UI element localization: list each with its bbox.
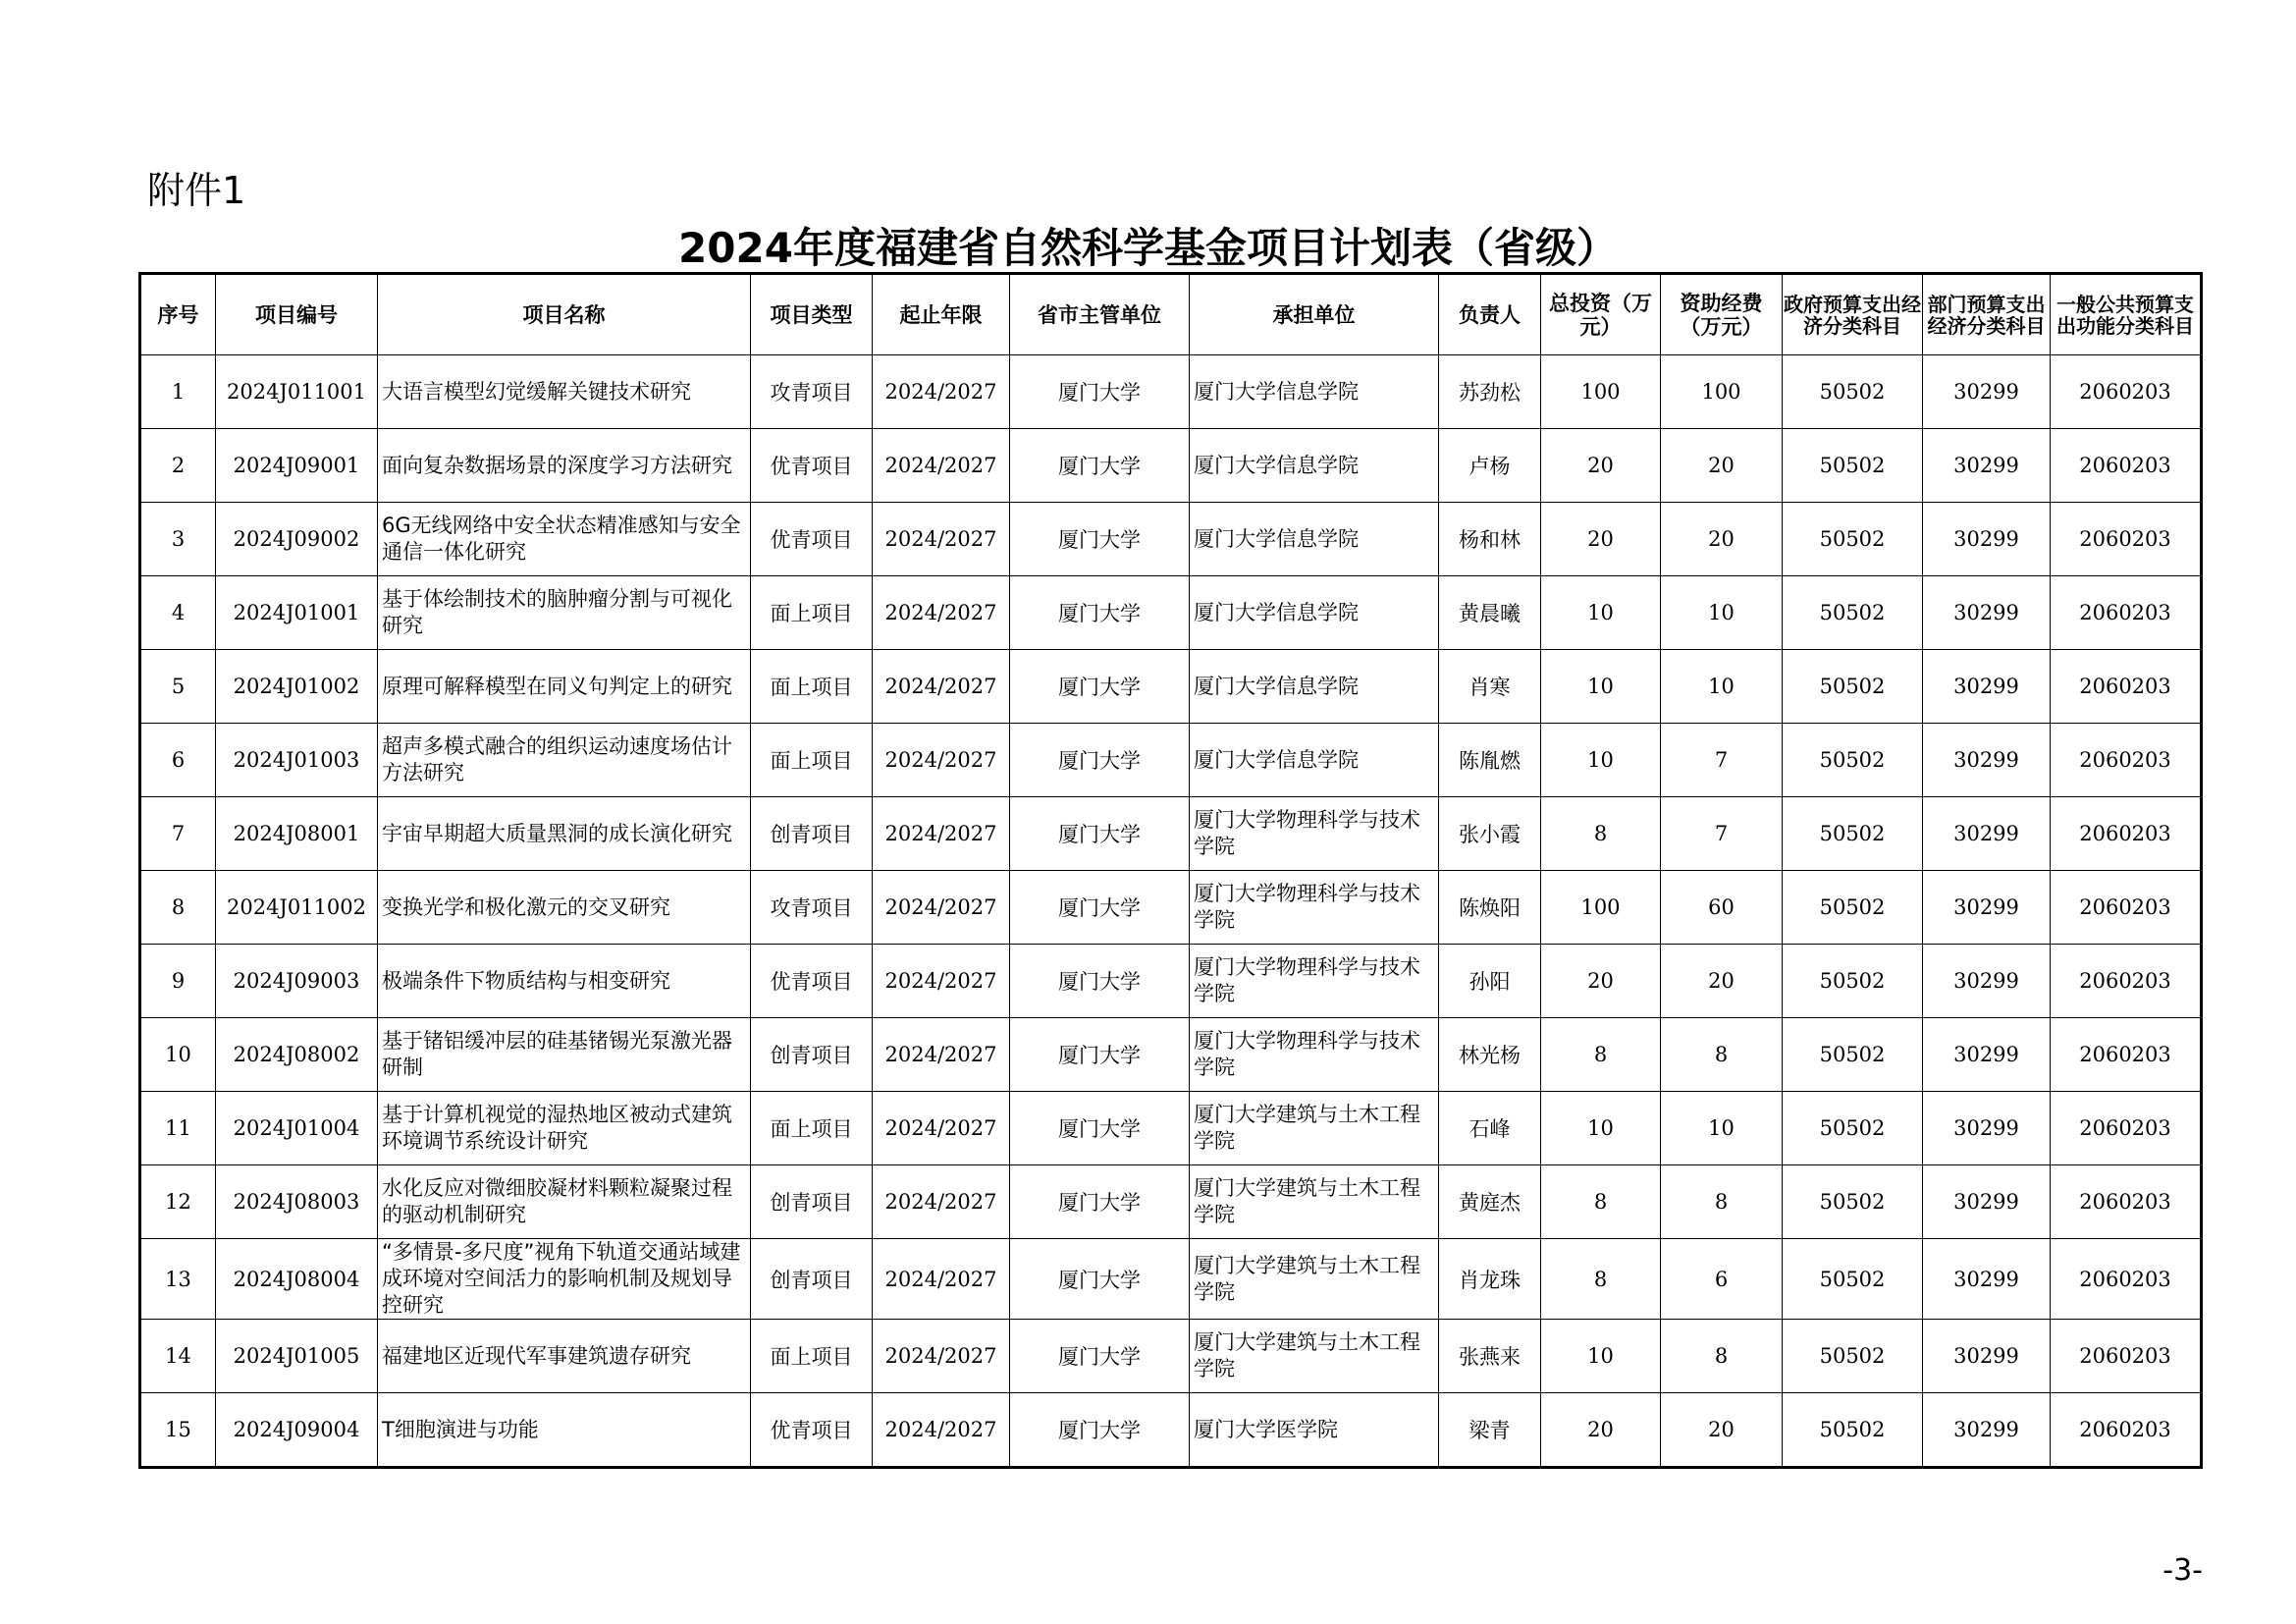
cell-leader: 孙阳 xyxy=(1439,945,1541,1018)
table-row xyxy=(140,1165,2202,1239)
cell-total-investment: 10 xyxy=(1541,724,1661,797)
cell-leader: 张燕来 xyxy=(1439,1320,1541,1393)
cell-project-name: 宇宙早期超大质量黑洞的成长演化研究 xyxy=(378,797,751,871)
cell-funding: 6 xyxy=(1661,1239,1783,1320)
cell-project-name: 福建地区近现代军事建筑遗存研究 xyxy=(378,1320,751,1393)
cell-project-id: 2024J011001 xyxy=(216,355,378,429)
cell-project-name: 变换光学和极化激元的交叉研究 xyxy=(378,871,751,945)
cell-funding: 10 xyxy=(1661,1092,1783,1165)
header-public-budget-code: 一般公共预算支出功能分类科目 xyxy=(2051,274,2202,355)
cell-project-type: 优青项目 xyxy=(751,1393,873,1468)
cell-public-budget-code: 2060203 xyxy=(2051,503,2202,576)
cell-project-name: 基于体绘制技术的脑肿瘤分割与可视化研究 xyxy=(378,576,751,650)
cell-total-investment: 8 xyxy=(1541,1018,1661,1092)
cell-host-unit: 厦门大学医学院 xyxy=(1190,1393,1439,1468)
cell-host-unit: 厦门大学信息学院 xyxy=(1190,503,1439,576)
cell-seq: 6 xyxy=(140,724,216,797)
cell-project-type: 创青项目 xyxy=(751,797,873,871)
cell-project-name: 水化反应对微细胶凝材料颗粒凝聚过程的驱动机制研究 xyxy=(378,1165,751,1239)
cell-project-type: 优青项目 xyxy=(751,945,873,1018)
cell-project-name: T细胞演进与功能 xyxy=(378,1393,751,1468)
cell-dept-budget-code: 30299 xyxy=(1923,1320,2051,1393)
cell-host-unit: 厦门大学建筑与土木工程学院 xyxy=(1190,1092,1439,1165)
cell-period: 2024/2027 xyxy=(873,650,1010,724)
cell-dept-budget-code: 30299 xyxy=(1923,1165,2051,1239)
cell-leader: 苏劲松 xyxy=(1439,355,1541,429)
cell-host-unit: 厦门大学信息学院 xyxy=(1190,429,1439,503)
cell-funding: 8 xyxy=(1661,1165,1783,1239)
cell-host-unit: 厦门大学建筑与土木工程学院 xyxy=(1190,1165,1439,1239)
page-number: -3- xyxy=(2163,1553,2203,1588)
page-title: 2024年度福建省自然科学基金项目计划表（省级） xyxy=(678,224,1618,272)
cell-total-investment: 100 xyxy=(1541,871,1661,945)
cell-supervising-unit: 厦门大学 xyxy=(1010,945,1190,1018)
cell-gov-budget-code: 50502 xyxy=(1783,1239,1923,1320)
cell-funding: 8 xyxy=(1661,1018,1783,1092)
cell-supervising-unit: 厦门大学 xyxy=(1010,1165,1190,1239)
cell-supervising-unit: 厦门大学 xyxy=(1010,797,1190,871)
cell-total-investment: 10 xyxy=(1541,1092,1661,1165)
table-row xyxy=(140,1393,2202,1468)
cell-project-id: 2024J08003 xyxy=(216,1165,378,1239)
cell-seq: 14 xyxy=(140,1320,216,1393)
table-row xyxy=(140,1320,2202,1393)
cell-gov-budget-code: 50502 xyxy=(1783,797,1923,871)
cell-project-id: 2024J09003 xyxy=(216,945,378,1018)
cell-host-unit: 厦门大学建筑与土木工程学院 xyxy=(1190,1320,1439,1393)
cell-funding: 20 xyxy=(1661,1393,1783,1468)
cell-total-investment: 20 xyxy=(1541,429,1661,503)
cell-total-investment: 8 xyxy=(1541,1165,1661,1239)
cell-dept-budget-code: 30299 xyxy=(1923,871,2051,945)
cell-project-type: 创青项目 xyxy=(751,1165,873,1239)
cell-project-id: 2024J09002 xyxy=(216,503,378,576)
header-seq: 序号 xyxy=(140,274,216,355)
cell-dept-budget-code: 30299 xyxy=(1923,503,2051,576)
cell-gov-budget-code: 50502 xyxy=(1783,355,1923,429)
cell-supervising-unit: 厦门大学 xyxy=(1010,650,1190,724)
cell-funding: 10 xyxy=(1661,576,1783,650)
cell-project-name: “多情景-多尺度”视角下轨道交通站域建成环境对空间活力的影响机制及规划导控研究 xyxy=(378,1239,751,1320)
cell-dept-budget-code: 30299 xyxy=(1923,429,2051,503)
cell-seq: 13 xyxy=(140,1239,216,1320)
cell-dept-budget-code: 30299 xyxy=(1923,355,2051,429)
table-row xyxy=(140,650,2202,724)
cell-total-investment: 8 xyxy=(1541,797,1661,871)
cell-period: 2024/2027 xyxy=(873,1092,1010,1165)
cell-seq: 8 xyxy=(140,871,216,945)
cell-total-investment: 10 xyxy=(1541,1320,1661,1393)
header-funding: 资助经费（万元） xyxy=(1661,274,1783,355)
cell-supervising-unit: 厦门大学 xyxy=(1010,429,1190,503)
project-table xyxy=(138,272,2203,1469)
cell-host-unit: 厦门大学物理科学与技术学院 xyxy=(1190,797,1439,871)
header-period: 起止年限 xyxy=(873,274,1010,355)
cell-supervising-unit: 厦门大学 xyxy=(1010,724,1190,797)
cell-total-investment: 20 xyxy=(1541,503,1661,576)
cell-project-id: 2024J01004 xyxy=(216,1092,378,1165)
cell-period: 2024/2027 xyxy=(873,1320,1010,1393)
cell-project-name: 原理可解释模型在同义句判定上的研究 xyxy=(378,650,751,724)
header-project-type: 项目类型 xyxy=(751,274,873,355)
header-host-unit: 承担单位 xyxy=(1190,274,1439,355)
cell-dept-budget-code: 30299 xyxy=(1923,797,2051,871)
cell-project-type: 创青项目 xyxy=(751,1239,873,1320)
cell-period: 2024/2027 xyxy=(873,1239,1010,1320)
cell-project-id: 2024J01002 xyxy=(216,650,378,724)
header-project-id: 项目编号 xyxy=(216,274,378,355)
cell-gov-budget-code: 50502 xyxy=(1783,724,1923,797)
table-row xyxy=(140,871,2202,945)
table-row xyxy=(140,1092,2202,1165)
cell-public-budget-code: 2060203 xyxy=(2051,650,2202,724)
cell-total-investment: 10 xyxy=(1541,650,1661,724)
cell-leader: 梁青 xyxy=(1439,1393,1541,1468)
cell-project-id: 2024J09004 xyxy=(216,1393,378,1468)
cell-project-type: 优青项目 xyxy=(751,503,873,576)
cell-gov-budget-code: 50502 xyxy=(1783,503,1923,576)
cell-period: 2024/2027 xyxy=(873,355,1010,429)
cell-supervising-unit: 厦门大学 xyxy=(1010,1092,1190,1165)
cell-public-budget-code: 2060203 xyxy=(2051,1320,2202,1393)
cell-period: 2024/2027 xyxy=(873,576,1010,650)
table-row xyxy=(140,576,2202,650)
cell-project-name: 基于计算机视觉的湿热地区被动式建筑环境调节系统设计研究 xyxy=(378,1092,751,1165)
cell-funding: 60 xyxy=(1661,871,1783,945)
cell-dept-budget-code: 30299 xyxy=(1923,724,2051,797)
table-row xyxy=(140,724,2202,797)
cell-seq: 12 xyxy=(140,1165,216,1239)
cell-seq: 2 xyxy=(140,429,216,503)
cell-seq: 15 xyxy=(140,1393,216,1468)
cell-project-id: 2024J08004 xyxy=(216,1239,378,1320)
cell-supervising-unit: 厦门大学 xyxy=(1010,503,1190,576)
header-supervising-unit: 省市主管单位 xyxy=(1010,274,1190,355)
cell-project-id: 2024J01001 xyxy=(216,576,378,650)
cell-host-unit: 厦门大学信息学院 xyxy=(1190,724,1439,797)
cell-project-name: 大语言模型幻觉缓解关键技术研究 xyxy=(378,355,751,429)
cell-project-id: 2024J08001 xyxy=(216,797,378,871)
table-header-row xyxy=(140,274,2202,355)
cell-dept-budget-code: 30299 xyxy=(1923,1393,2051,1468)
cell-project-id: 2024J08002 xyxy=(216,1018,378,1092)
cell-public-budget-code: 2060203 xyxy=(2051,871,2202,945)
cell-seq: 10 xyxy=(140,1018,216,1092)
cell-total-investment: 8 xyxy=(1541,1239,1661,1320)
cell-public-budget-code: 2060203 xyxy=(2051,576,2202,650)
cell-funding: 10 xyxy=(1661,650,1783,724)
cell-project-name: 极端条件下物质结构与相变研究 xyxy=(378,945,751,1018)
cell-public-budget-code: 2060203 xyxy=(2051,1239,2202,1320)
cell-period: 2024/2027 xyxy=(873,797,1010,871)
cell-gov-budget-code: 50502 xyxy=(1783,945,1923,1018)
cell-period: 2024/2027 xyxy=(873,1018,1010,1092)
cell-period: 2024/2027 xyxy=(873,724,1010,797)
cell-funding: 7 xyxy=(1661,797,1783,871)
cell-leader: 张小霞 xyxy=(1439,797,1541,871)
cell-gov-budget-code: 50502 xyxy=(1783,429,1923,503)
header-project-name: 项目名称 xyxy=(378,274,751,355)
cell-public-budget-code: 2060203 xyxy=(2051,797,2202,871)
cell-period: 2024/2027 xyxy=(873,429,1010,503)
cell-public-budget-code: 2060203 xyxy=(2051,1092,2202,1165)
table-row xyxy=(140,429,2202,503)
cell-host-unit: 厦门大学物理科学与技术学院 xyxy=(1190,1018,1439,1092)
table-row xyxy=(140,945,2202,1018)
cell-supervising-unit: 厦门大学 xyxy=(1010,1239,1190,1320)
cell-leader: 林光杨 xyxy=(1439,1018,1541,1092)
cell-project-type: 面上项目 xyxy=(751,650,873,724)
cell-public-budget-code: 2060203 xyxy=(2051,429,2202,503)
cell-funding: 100 xyxy=(1661,355,1783,429)
table-row xyxy=(140,797,2202,871)
cell-seq: 4 xyxy=(140,576,216,650)
header-dept-budget-code: 部门预算支出经济分类科目 xyxy=(1923,274,2051,355)
cell-dept-budget-code: 30299 xyxy=(1923,576,2051,650)
cell-total-investment: 20 xyxy=(1541,1393,1661,1468)
cell-host-unit: 厦门大学物理科学与技术学院 xyxy=(1190,871,1439,945)
cell-seq: 9 xyxy=(140,945,216,1018)
cell-project-id: 2024J01003 xyxy=(216,724,378,797)
header-total-investment: 总投资（万元） xyxy=(1541,274,1661,355)
cell-project-type: 面上项目 xyxy=(751,576,873,650)
table-row xyxy=(140,355,2202,429)
cell-dept-budget-code: 30299 xyxy=(1923,650,2051,724)
cell-leader: 肖寒 xyxy=(1439,650,1541,724)
cell-dept-budget-code: 30299 xyxy=(1923,1239,2051,1320)
cell-leader: 陈焕阳 xyxy=(1439,871,1541,945)
cell-project-id: 2024J09001 xyxy=(216,429,378,503)
cell-total-investment: 20 xyxy=(1541,945,1661,1018)
cell-project-type: 面上项目 xyxy=(751,724,873,797)
cell-gov-budget-code: 50502 xyxy=(1783,576,1923,650)
cell-funding: 8 xyxy=(1661,1320,1783,1393)
cell-period: 2024/2027 xyxy=(873,871,1010,945)
cell-leader: 黄庭杰 xyxy=(1439,1165,1541,1239)
cell-project-type: 面上项目 xyxy=(751,1092,873,1165)
table-row xyxy=(140,1239,2202,1320)
cell-project-name: 面向复杂数据场景的深度学习方法研究 xyxy=(378,429,751,503)
cell-supervising-unit: 厦门大学 xyxy=(1010,1393,1190,1468)
cell-public-budget-code: 2060203 xyxy=(2051,1393,2202,1468)
cell-host-unit: 厦门大学信息学院 xyxy=(1190,576,1439,650)
cell-leader: 杨和林 xyxy=(1439,503,1541,576)
table-row xyxy=(140,1018,2202,1092)
cell-host-unit: 厦门大学信息学院 xyxy=(1190,650,1439,724)
cell-public-budget-code: 2060203 xyxy=(2051,724,2202,797)
cell-seq: 3 xyxy=(140,503,216,576)
cell-seq: 7 xyxy=(140,797,216,871)
cell-dept-budget-code: 30299 xyxy=(1923,1092,2051,1165)
cell-gov-budget-code: 50502 xyxy=(1783,1320,1923,1393)
cell-funding: 20 xyxy=(1661,429,1783,503)
cell-project-type: 面上项目 xyxy=(751,1320,873,1393)
cell-funding: 7 xyxy=(1661,724,1783,797)
cell-gov-budget-code: 50502 xyxy=(1783,1165,1923,1239)
cell-host-unit: 厦门大学信息学院 xyxy=(1190,355,1439,429)
cell-public-budget-code: 2060203 xyxy=(2051,355,2202,429)
cell-leader: 石峰 xyxy=(1439,1092,1541,1165)
cell-period: 2024/2027 xyxy=(873,503,1010,576)
cell-project-id: 2024J011002 xyxy=(216,871,378,945)
cell-total-investment: 100 xyxy=(1541,355,1661,429)
cell-supervising-unit: 厦门大学 xyxy=(1010,1018,1190,1092)
cell-supervising-unit: 厦门大学 xyxy=(1010,1320,1190,1393)
cell-leader: 陈胤燃 xyxy=(1439,724,1541,797)
cell-period: 2024/2027 xyxy=(873,945,1010,1018)
cell-period: 2024/2027 xyxy=(873,1393,1010,1468)
cell-gov-budget-code: 50502 xyxy=(1783,1018,1923,1092)
cell-project-id: 2024J01005 xyxy=(216,1320,378,1393)
cell-funding: 20 xyxy=(1661,503,1783,576)
cell-gov-budget-code: 50502 xyxy=(1783,1092,1923,1165)
cell-host-unit: 厦门大学建筑与土木工程学院 xyxy=(1190,1239,1439,1320)
cell-public-budget-code: 2060203 xyxy=(2051,1018,2202,1092)
cell-gov-budget-code: 50502 xyxy=(1783,650,1923,724)
cell-funding: 20 xyxy=(1661,945,1783,1018)
cell-project-type: 攻青项目 xyxy=(751,355,873,429)
cell-supervising-unit: 厦门大学 xyxy=(1010,871,1190,945)
cell-leader: 肖龙珠 xyxy=(1439,1239,1541,1320)
cell-project-type: 创青项目 xyxy=(751,1018,873,1092)
cell-total-investment: 10 xyxy=(1541,576,1661,650)
cell-dept-budget-code: 30299 xyxy=(1923,1018,2051,1092)
cell-gov-budget-code: 50502 xyxy=(1783,871,1923,945)
cell-leader: 卢杨 xyxy=(1439,429,1541,503)
cell-public-budget-code: 2060203 xyxy=(2051,945,2202,1018)
cell-seq: 11 xyxy=(140,1092,216,1165)
cell-gov-budget-code: 50502 xyxy=(1783,1393,1923,1468)
header-leader: 负责人 xyxy=(1439,274,1541,355)
header-gov-budget-code: 政府预算支出经济分类科目 xyxy=(1783,274,1923,355)
cell-leader: 黄晨曦 xyxy=(1439,576,1541,650)
cell-project-type: 攻青项目 xyxy=(751,871,873,945)
cell-supervising-unit: 厦门大学 xyxy=(1010,355,1190,429)
cell-project-name: 超声多模式融合的组织运动速度场估计方法研究 xyxy=(378,724,751,797)
cell-project-name: 基于锗铝缓冲层的硅基锗锡光泵激光器研制 xyxy=(378,1018,751,1092)
table-row xyxy=(140,503,2202,576)
cell-project-name: 6G无线网络中安全状态精准感知与安全通信一体化研究 xyxy=(378,503,751,576)
attachment-label: 附件1 xyxy=(147,169,246,212)
cell-seq: 1 xyxy=(140,355,216,429)
cell-project-type: 优青项目 xyxy=(751,429,873,503)
cell-period: 2024/2027 xyxy=(873,1165,1010,1239)
cell-seq: 5 xyxy=(140,650,216,724)
cell-public-budget-code: 2060203 xyxy=(2051,1165,2202,1239)
cell-supervising-unit: 厦门大学 xyxy=(1010,576,1190,650)
cell-dept-budget-code: 30299 xyxy=(1923,945,2051,1018)
cell-host-unit: 厦门大学物理科学与技术学院 xyxy=(1190,945,1439,1018)
